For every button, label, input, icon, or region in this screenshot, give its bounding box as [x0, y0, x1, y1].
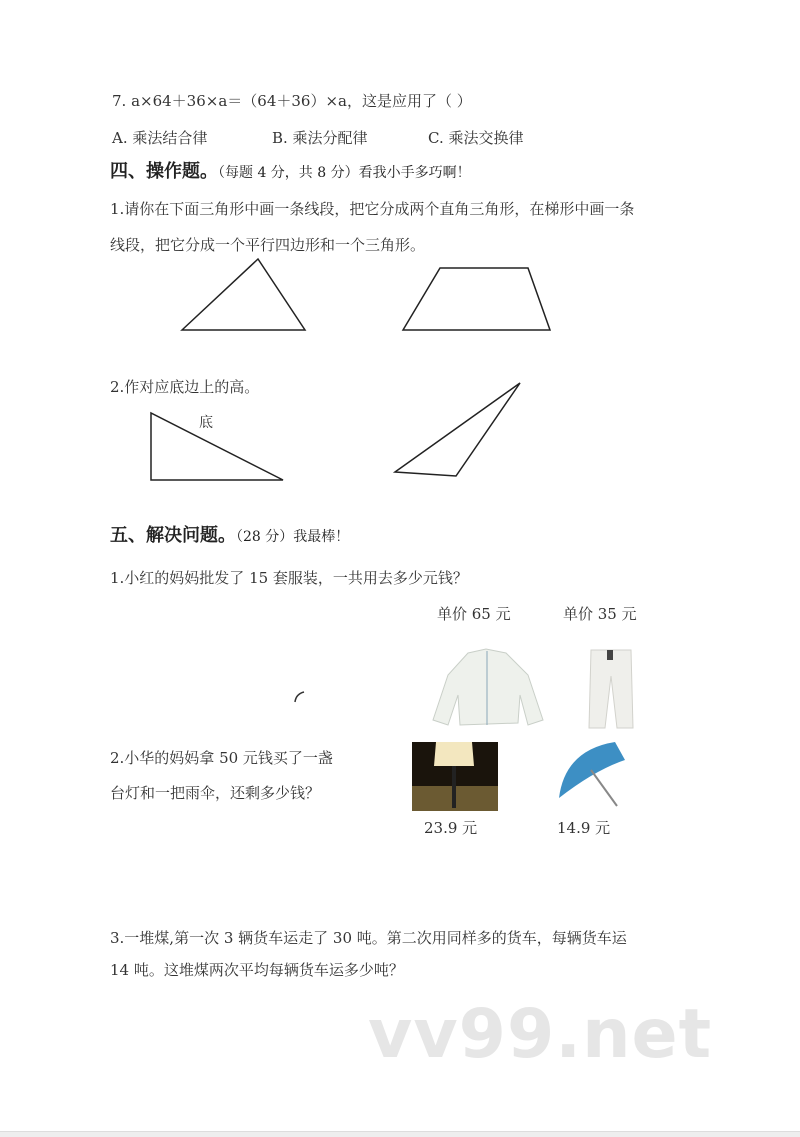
right-triangle-figure: [151, 413, 283, 480]
question-7: 7. a×64＋36×a＝（64＋36）×a，这是应用了（ ）: [112, 92, 472, 110]
jacket-price: 单价 65 元: [437, 605, 511, 623]
section-4-q2: 2.作对应底边上的高。: [110, 378, 260, 396]
section-4-q1-line2: 线段，把它分成一个平行四边形和一个三角形。: [110, 236, 426, 254]
trapezoid-figure: [403, 268, 550, 330]
geometry-figures: [0, 0, 800, 500]
lamp-price: 23.9 元: [424, 819, 478, 837]
pants-price: 单价 35 元: [563, 605, 637, 623]
base-label: 底: [199, 415, 213, 431]
section-5-q2-line1: 2.小华的妈妈拿 50 元钱买了一盏: [110, 749, 333, 767]
pants-image: [585, 648, 637, 730]
section-5-q2-line2: 台灯和一把雨伞，还剩多少钱？: [110, 784, 321, 802]
watermark: vv99.net: [368, 995, 713, 1074]
option-c: C. 乘法交换律: [428, 129, 524, 147]
section-5-title: 五、解决问题。: [110, 525, 236, 546]
cursor-mark-icon: [293, 690, 307, 704]
section-5-note: （28 分）我最棒！: [236, 529, 350, 545]
triangle-figure: [182, 259, 305, 330]
option-b: B. 乘法分配律: [272, 129, 368, 147]
umbrella-image: [555, 740, 631, 810]
section-5-q1: 1.小红的妈妈批发了 15 套服装，一共用去多少元钱？: [110, 569, 468, 587]
section-4-q1-line1: 1.请你在下面三角形中画一条线段，把它分成两个直角三角形，在梯形中画一条: [110, 200, 635, 218]
section-5-q3-line1: 3.一堆煤,第一次 3 辆货车运走了 30 吨。第二次用同样多的货车，每辆货车运: [110, 929, 627, 947]
section-4-note: （每题 4 分，共 8 分）看我小手多巧啊！: [218, 165, 471, 181]
option-a: A. 乘法结合律: [112, 129, 208, 147]
umbrella-price: 14.9 元: [557, 819, 611, 837]
section-4-title: 四、操作题。: [110, 161, 218, 182]
jacket-image: [428, 645, 548, 733]
section-5-q3-line2: 14 吨。这堆煤两次平均每辆货车运多少吨？: [110, 961, 404, 979]
lamp-image: [412, 742, 498, 811]
section-5-heading: [110, 526, 349, 547]
obtuse-triangle-figure: [395, 383, 520, 476]
page-bottom-edge: [0, 1131, 800, 1137]
